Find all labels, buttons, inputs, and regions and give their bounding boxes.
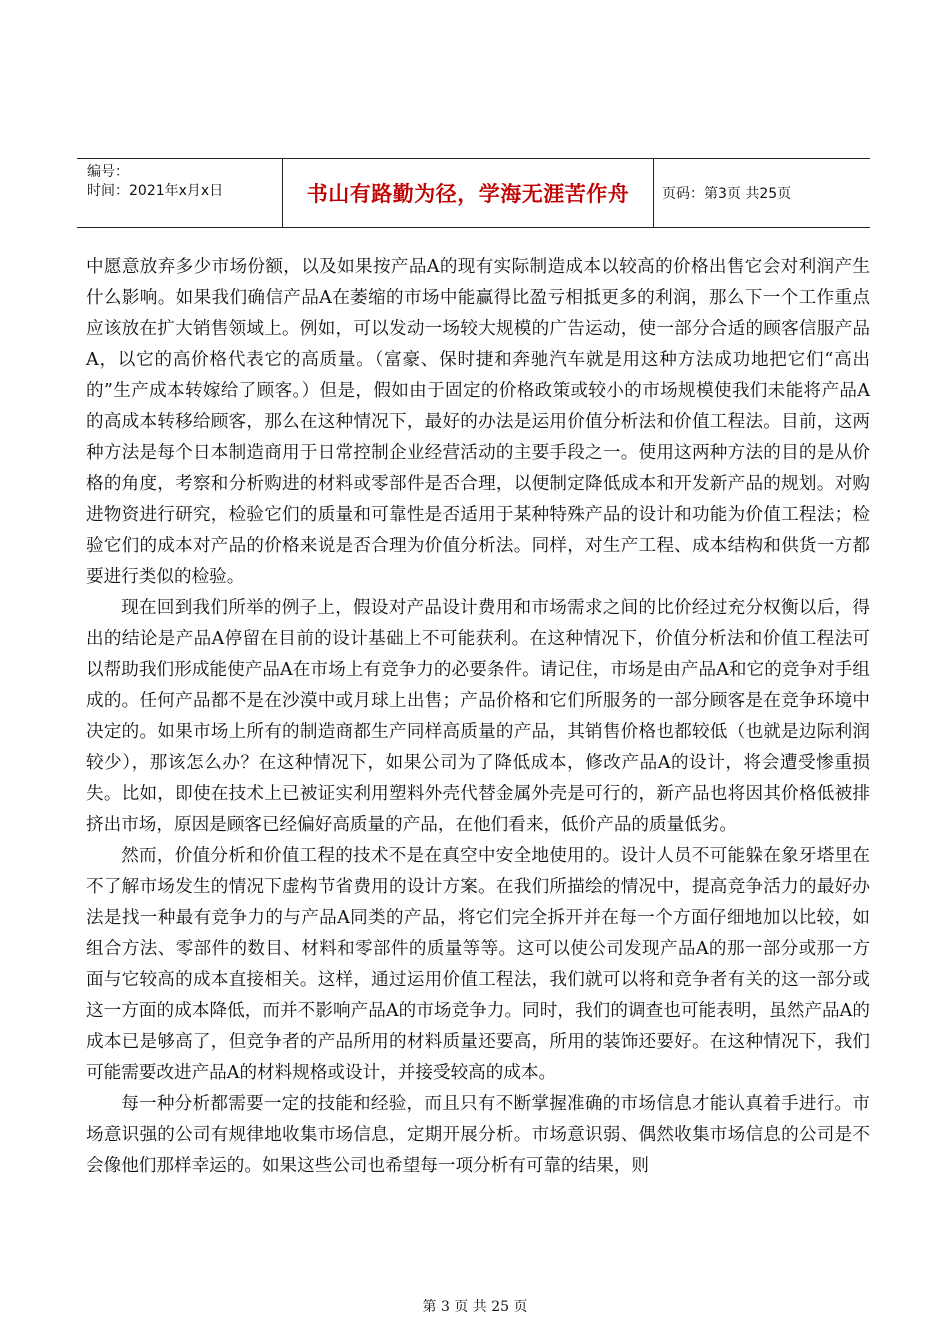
document-number-label: 编号： (87, 164, 129, 180)
header-page-info: 页码：第3页 共25页 (662, 186, 792, 202)
page-footer: 第 3 页 共 25 页 (422, 1299, 528, 1315)
header-motto: 书山有路勤为径，学海无涯苦作舟 (282, 159, 654, 227)
paragraph: 每一种分析都需要一定的技能和经验，而且只有不断掌握准确的市场信息才能认真着手进行。市场意识强的公司有规律地收集市场信息，定期开展分析。市场意识弱、偶然收集市场信息的公司是不会像他们那样幸运的。如果这些公司也希望每一项分析有可靠的结果，则 (86, 1094, 870, 1176)
document-body (86, 252, 870, 1182)
document-time-label: 时间：2021年x月x日 (87, 183, 224, 199)
paragraph: 现在回到我们所举的例子上，假设对产品设计费用和市场需求之间的比价经过充分权衡以后，得出的结论是产品A停留在目前的设计基础上不可能获利。在这种情况下，价值分析法和价值工程法可以帮助我们形成能使产品A在市场上有竞争力的必要条件。请记住，市场是由产品A和它的竞争对手组成的。任何产品都不是在沙漠中或月球上出售；产品价格和它们所服务的一部分顾客是在竞争环境中决定的。如果市场上所有的制造商都生产同样高质量的产品，其销售价格也都较低（也就是边际利润较少），那该怎么办？在这种情况下，如果公司为了降低成本，修改产品A的设计，将会遭受惨重损失。比如，即使在技术上已被证实利用塑料外壳代替金属外壳是可行的，新产品也将因其价格低被排挤出市场，原因是顾客已经偏好高质量的产品，在他们看来，低价产品的质量低劣。 (86, 598, 870, 835)
document-header (77, 158, 870, 228)
paragraph: 然而，价值分析和价值工程的技术不是在真空中安全地使用的。设计人员不可能躲在象牙塔里在不了解市场发生的情况下虚构节省费用的设计方案。在我们所描绘的情况中，提高竞争活力的最好办法是找一种最有竞争力的与产品A同类的产品，将它们完全拆开并在每一个方面仔细地加以比较，如组合方法、零部件的数目、材料和零部件的质量等等。这可以使公司发现产品A的那一部分或那一方面与它较高的成本直接相关。这样，通过运用价值工程法，我们就可以将和竞争者有关的这一部分或这一方面的成本降低，而并不影响产品A的市场竞争力。同时，我们的调查也可能表明，虽然产品A的成本已是够高了，但竞争者的产品所用的材料质量还要高，所用的装饰还要好。在这种情况下，我们可能需要改进产品A的材料规格或设计，并接受较高的成本。 (86, 846, 870, 1083)
header-meta-cell (77, 159, 282, 227)
paragraph: 中愿意放弃多少市场份额，以及如果按产品A的现有实际制造成本以较高的价格出售它会对利润产生什么影响。如果我们确信产品A在萎缩的市场中能赢得比盈亏相抵更多的利润，那么下一个工作重点应该放在扩大销售领域上。例如，可以发动一场较大规模的广告运动，使一部分合适的顾客信服产品A，以它的高价格代表它的高质量。（富豪、保时捷和奔驰汽车就是用这种方法成功地把它们“高出的”生产成本转嫁给了顾客。）但是，假如由于固定的价格政策或较小的市场规模使我们未能将产品A的高成本转移给顾客，那么在这种情况下，最好的办法是运用价值分析法和价值工程法。目前，这两种方法是每个日本制造商用于日常控制企业经营活动的主要手段之一。使用这两种方法的目的是从价格的角度，考察和分析购进的材料或零部件是否合理，以便制定降低成本和开发新产品的规划。对购进物资进行研究，检验它们的质量和可靠性是否适用于某种特殊产品的设计和功能为价值工程法；检验它们的成本对产品的价格来说是否合理为价值分析法。同样，对生产工程、成本结构和供货一方都要进行类似的检验。 (86, 257, 870, 587)
